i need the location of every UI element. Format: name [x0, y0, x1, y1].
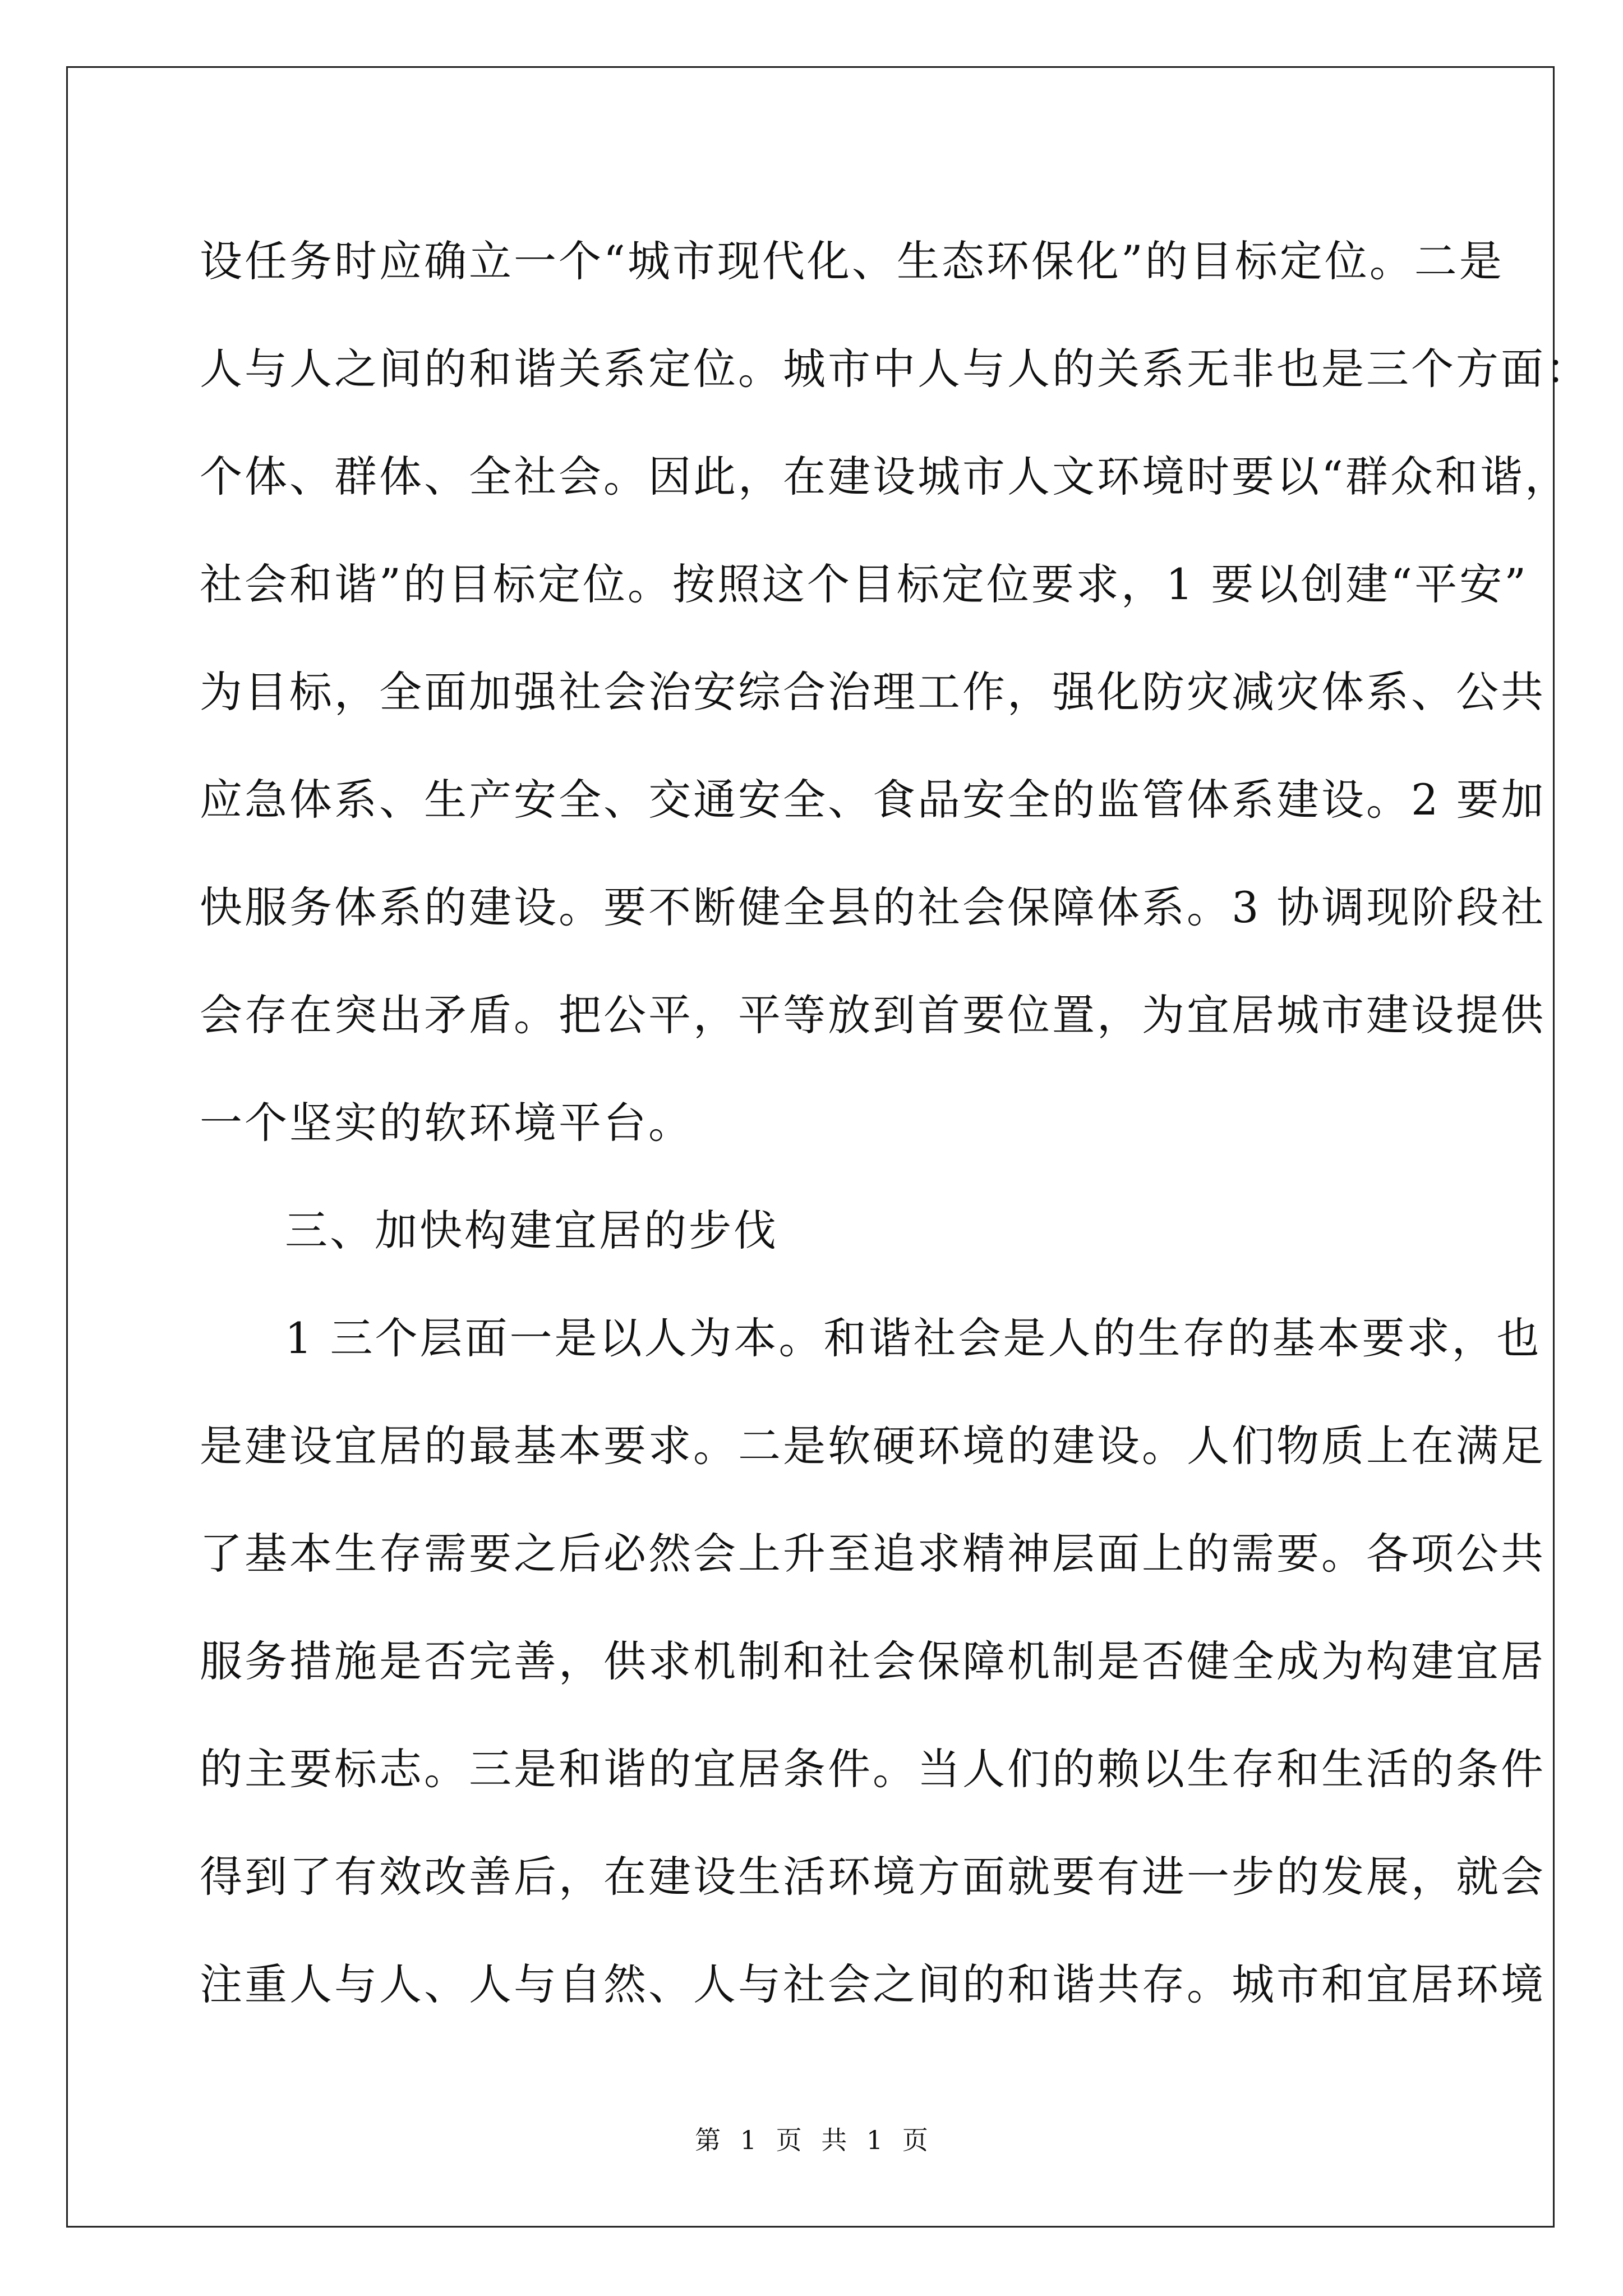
section-heading: 三、加快构建宜居的步伐 — [285, 1205, 778, 1255]
paragraph-line: 是建设宜居的最基本要求。二是软硬环境的建设。人们物质上在满足 — [200, 1421, 1546, 1471]
paragraph-line: 了基本生存需要之后必然会上升至追求精神层面上的需要。各项公共 — [200, 1529, 1546, 1579]
paragraph-line: 快服务体系的建设。要不断健全县的社会保障体系。3 协调现阶段社 — [200, 882, 1546, 932]
paragraph-line: 注重人与人、人与自然、人与社会之间的和谐共存。城市和宜居环境 — [200, 1959, 1546, 2009]
page-number: 第 1 页 共 1 页 — [695, 2125, 928, 2155]
paragraph-line: 服务措施是否完善，供求机制和社会保障机制是否健全成为构建宜居 — [200, 1636, 1546, 1686]
paragraph-line: 人与人之间的和谐关系定位。城市中人与人的关系无非也是三个方面： — [200, 344, 1590, 394]
paragraph-line: 应急体系、生产安全、交通安全、食品安全的监管体系建设。2 要加 — [200, 775, 1546, 825]
paragraph-line: 一个坚实的软环境平台。 — [200, 1098, 693, 1148]
paragraph-line: 1 三个层面一是以人为本。和谐社会是人的生存的基本要求，也 — [285, 1313, 1542, 1363]
paragraph-line: 得到了有效改善后，在建设生活环境方面就要有进一步的发展，就会 — [200, 1852, 1546, 1902]
paragraph-line: 设任务时应确立一个“城市现代化、生态环保化”的目标定位。二是 — [200, 236, 1504, 286]
paragraph-line: 会存在突出矛盾。把公平，平等放到首要位置，为宜居城市建设提供 — [200, 990, 1546, 1040]
paragraph-line: 个体、群体、全社会。因此，在建设城市人文环境时要以“群众和谐， — [200, 452, 1570, 501]
paragraph-line: 为目标，全面加强社会治安综合治理工作，强化防灾减灾体系、公共 — [200, 667, 1546, 717]
paragraph-line: 的主要标志。三是和谐的宜居条件。当人们的赖以生存和生活的条件 — [200, 1744, 1546, 1794]
paragraph-line: 社会和谐”的目标定位。按照这个目标定位要求，1 要以创建“平安” — [200, 559, 1529, 609]
document-body — [200, 208, 1590, 2039]
